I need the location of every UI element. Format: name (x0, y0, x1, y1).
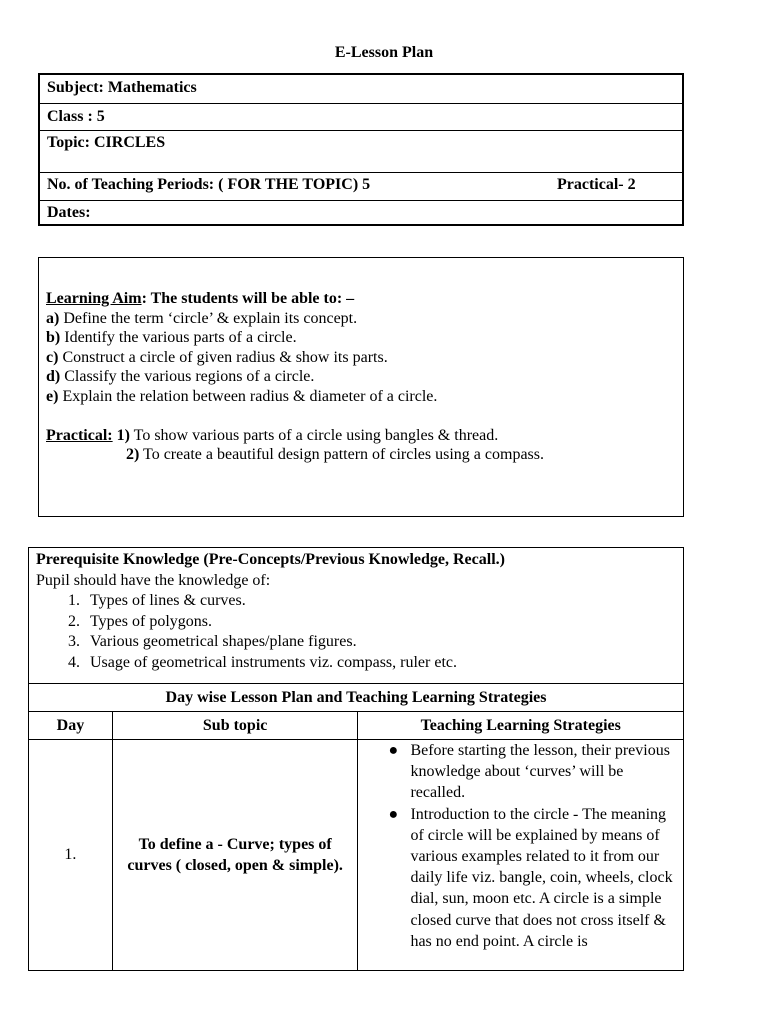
aim-item: e) Explain the relation between radius & diameter of a circle. (46, 387, 438, 405)
day-cell: 1. (29, 740, 113, 971)
class-row (40, 104, 682, 131)
periods-row (40, 173, 682, 201)
column-header-subtopic: Sub topic (112, 712, 358, 740)
practical-label: Practical: (46, 426, 113, 444)
list-item: 4. Usage of geometrical instruments viz. compass, ruler etc. (84, 653, 677, 674)
periods-text: No. of Teaching Periods: ( FOR THE TOPIC) 5 (47, 176, 371, 193)
practical-count: Practical- 2 (557, 176, 636, 193)
practical-line: Practical: 1) To show various parts of a circle using bangles & thread. (46, 426, 499, 444)
table-row (29, 740, 684, 971)
learning-aim-box (38, 257, 684, 517)
list-item: 2. Types of polygons. (84, 612, 677, 633)
practical-item: To show various parts of a circle using bangles & thread. (129, 426, 499, 444)
bullet-icon: ● (388, 805, 399, 823)
strategies-list (358, 740, 683, 952)
practical-item: To create a beautiful design pattern of circles using a compass. (139, 446, 544, 464)
subtopic-cell: To define a - Curve; types of curves ( closed, open & simple). (112, 740, 358, 971)
list-item: 1. Types of lines & curves. (84, 591, 677, 612)
plan-heading-row (29, 684, 684, 712)
aim-item: d) Classify the various regions of a circle. (46, 368, 315, 386)
prerequisite-row (29, 548, 684, 684)
dates-text: Dates: (47, 204, 91, 221)
aim-item: a) Define the term ‘circle’ & explain its concept. (46, 309, 358, 327)
subject-row (40, 75, 682, 104)
prerequisite-intro: Pupil should have the knowledge of: (36, 571, 271, 589)
learning-aim-intro: : The students will be able to: – (141, 290, 355, 307)
column-header-row (29, 712, 684, 740)
learning-aim-heading (46, 289, 683, 309)
lesson-plan-table (28, 547, 684, 971)
learning-aim-label: Learning Aim (46, 290, 142, 307)
dates-row (40, 201, 682, 226)
aim-item: b) Identify the various parts of a circle. (46, 329, 297, 347)
subject-text: Subject: Mathematics (47, 79, 197, 96)
list-item: 3. Various geometrical shapes/plane figures. (84, 632, 677, 653)
list-item: ● Introduction to the circle - The meaning of circle will be explained by means of various examples related to it from our daily life viz. bangle, coin, wheels, clock dial, sun, moon etc. A circle is a simple closed curve that does not cross itself & has no end point. A circle is (388, 805, 673, 950)
prerequisite-list (36, 591, 677, 673)
prerequisite-heading: Prerequisite Knowledge (Pre-Concepts/Previous Knowledge, Recall.) (36, 551, 505, 568)
topic-row (40, 131, 682, 173)
list-item: ● Before starting the lesson, their previous knowledge about ‘curves’ will be recalled. (388, 742, 670, 802)
prerequisite-cell (29, 548, 684, 684)
bullet-icon: ● (388, 742, 399, 759)
column-header-strategies: Teaching Learning Strategies (358, 712, 684, 740)
plan-heading: Day wise Lesson Plan and Teaching Learning Strategies (29, 684, 684, 712)
topic-text: Topic: CIRCLES (47, 134, 166, 151)
strategies-cell (358, 740, 684, 971)
column-header-day: Day (29, 712, 113, 740)
practical-line: 2) To create a beautiful design pattern of circles using a compass. (126, 446, 544, 464)
header-box (38, 73, 684, 226)
aim-item: c) Construct a circle of given radius & show its parts. (46, 348, 388, 366)
class-text: Class : 5 (47, 108, 105, 125)
document-title: E-Lesson Plan (334, 44, 434, 61)
